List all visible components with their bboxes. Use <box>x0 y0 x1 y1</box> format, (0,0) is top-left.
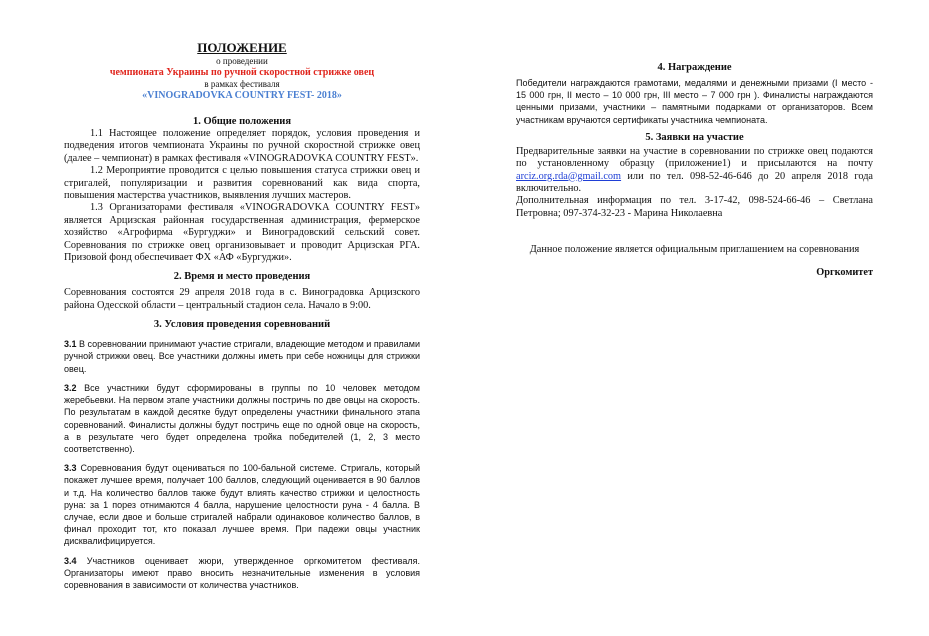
section-2-heading: 2. Время и место проведения <box>173 271 311 283</box>
section-1-paragraph-2: 1.2 Мероприятие проводится с целью повышения статуса стрижки овец и стригалей, популяризации и развития соревнований как вида спорта, повышения мастерства участников, выявления лучших мастеров. <box>64 165 420 202</box>
document-title: ПОЛОЖЕНИЕ <box>197 40 287 55</box>
section-4-heading: 4. Награждение <box>657 62 732 73</box>
section-5-paragraph-1: Предварительные заявки на участие в соревновании по стрижке овец подаются по установленному образцу (приложение1) и присылаются на почту arciz.org.rda@gmail.com или по тел. 098-52-46-646 до 20 апреля 2018 года включительно. <box>516 145 873 195</box>
section-1-heading: 1. Общие положения <box>192 116 292 127</box>
invitation-note: Данное положение является официальным приглашением на соревнования <box>529 244 860 256</box>
section-3-item-4: 3.4 Участников оценивает жюри, утвержденное оргкомитетом фестиваля. Организаторы имеют право вносить незначительные изменения в условия соревнования в зависимости от количества участников. <box>64 555 420 590</box>
left-column <box>64 40 420 591</box>
right-column <box>516 62 873 279</box>
email-link[interactable]: arciz.org.rda@gmail.com <box>516 170 622 182</box>
festival-name: «VINOGRADOVKA COUNTRY FEST- 2018» <box>142 90 342 101</box>
section-4-paragraph: Победители награждаются грамотами, медалями и денежными призами (I место - 15 000 грн, II место – 10 000 грн, III место – 7 000 грн ). Финалисты награждаются ценными призами, участники – памятными подарками от организаторов. Всем участникам вручаются сертификаты участника чемпионата. <box>516 78 873 125</box>
section-3-heading: 3. Условия проведения соревнований <box>153 319 331 331</box>
championship-name: чемпионата Украины по ручной скоростной стрижке овец <box>109 67 375 78</box>
section-1-paragraph-1: 1.1 Настоящее положение определяет порядок, условия проведения и подведения итогов чемпионата Украины по ручной скоростной стрижке овец (далее – чемпионат) в рамках фестиваля «VINOGRADOVKA COUNTRY FEST». <box>64 128 420 164</box>
section-5-paragraph-2: Дополнительная информация по тел. 3-17-42, 098-524-66-46 – Светлана Петровна; 097-374-32-23 - Марина Николаевна <box>516 195 873 219</box>
title-line-1: о проведении <box>216 56 268 66</box>
organizing-committee-signature: Оргкомитет <box>816 266 873 278</box>
section-3-item-1: 3.1 В соревновании принимают участие стригали, владеющие методом и правилами ручной стрижки овец. Все участники должны иметь при себе ножницы для стрижки овец. <box>64 339 420 374</box>
section-3-item-3: 3.3 Соревнования будут оцениваться по 100-бальной системе. Стригаль, который покажет лучшее время, получает 100 баллов, следующий оценивается в 90 баллов и т.д. На количество баллов также будут влиять качество стрижки и целостность руна: за 1 порез отнимаются 4 балла, нарушение целостности руна - 4 балла. В случае, если двое и больше стригалей набрали одинаковое количество баллов, в финал проходит тот, кто показал лучшее время. При падежи овцы участник дисквалифицируется. <box>64 463 420 547</box>
section-3-item-2: 3.2 Все участники будут сформированы в группы по 10 человек методом жеребьевки. На первом этапе участники должны постричь по две овцы на скорость. По результатам в каждой десятке будут определены участники финального этапа соревнований. Финалисты должны будут постричь еще по одной овце на скорость, а в результате чего будет определена тройка победителей (1, 2, 3 место соответственно). <box>64 382 420 454</box>
title-line-3: в рамках фестиваля <box>204 79 280 89</box>
section-1-paragraph-3: 1.3 Организаторами фестиваля «VINOGRADOVKA COUNTRY FEST» является Арцизская районная государственная администрация, фермерское хозяйство «Агрофирма «Бургуджи» и Виноградовский сельский совет. Соревнования по стрижке овец организовывает и проводит Арцизская РГА. Призовой фонд обеспечивает ФХ «АФ «Бургуджи». <box>64 202 420 264</box>
section-2-paragraph: Соревнования состоятся 29 апреля 2018 года в с. Виноградовка Арцизского района Одесской области – центральный стадион села. Начало в 9:00. <box>64 287 420 311</box>
section-5-heading: 5. Заявки на участие <box>645 131 744 143</box>
